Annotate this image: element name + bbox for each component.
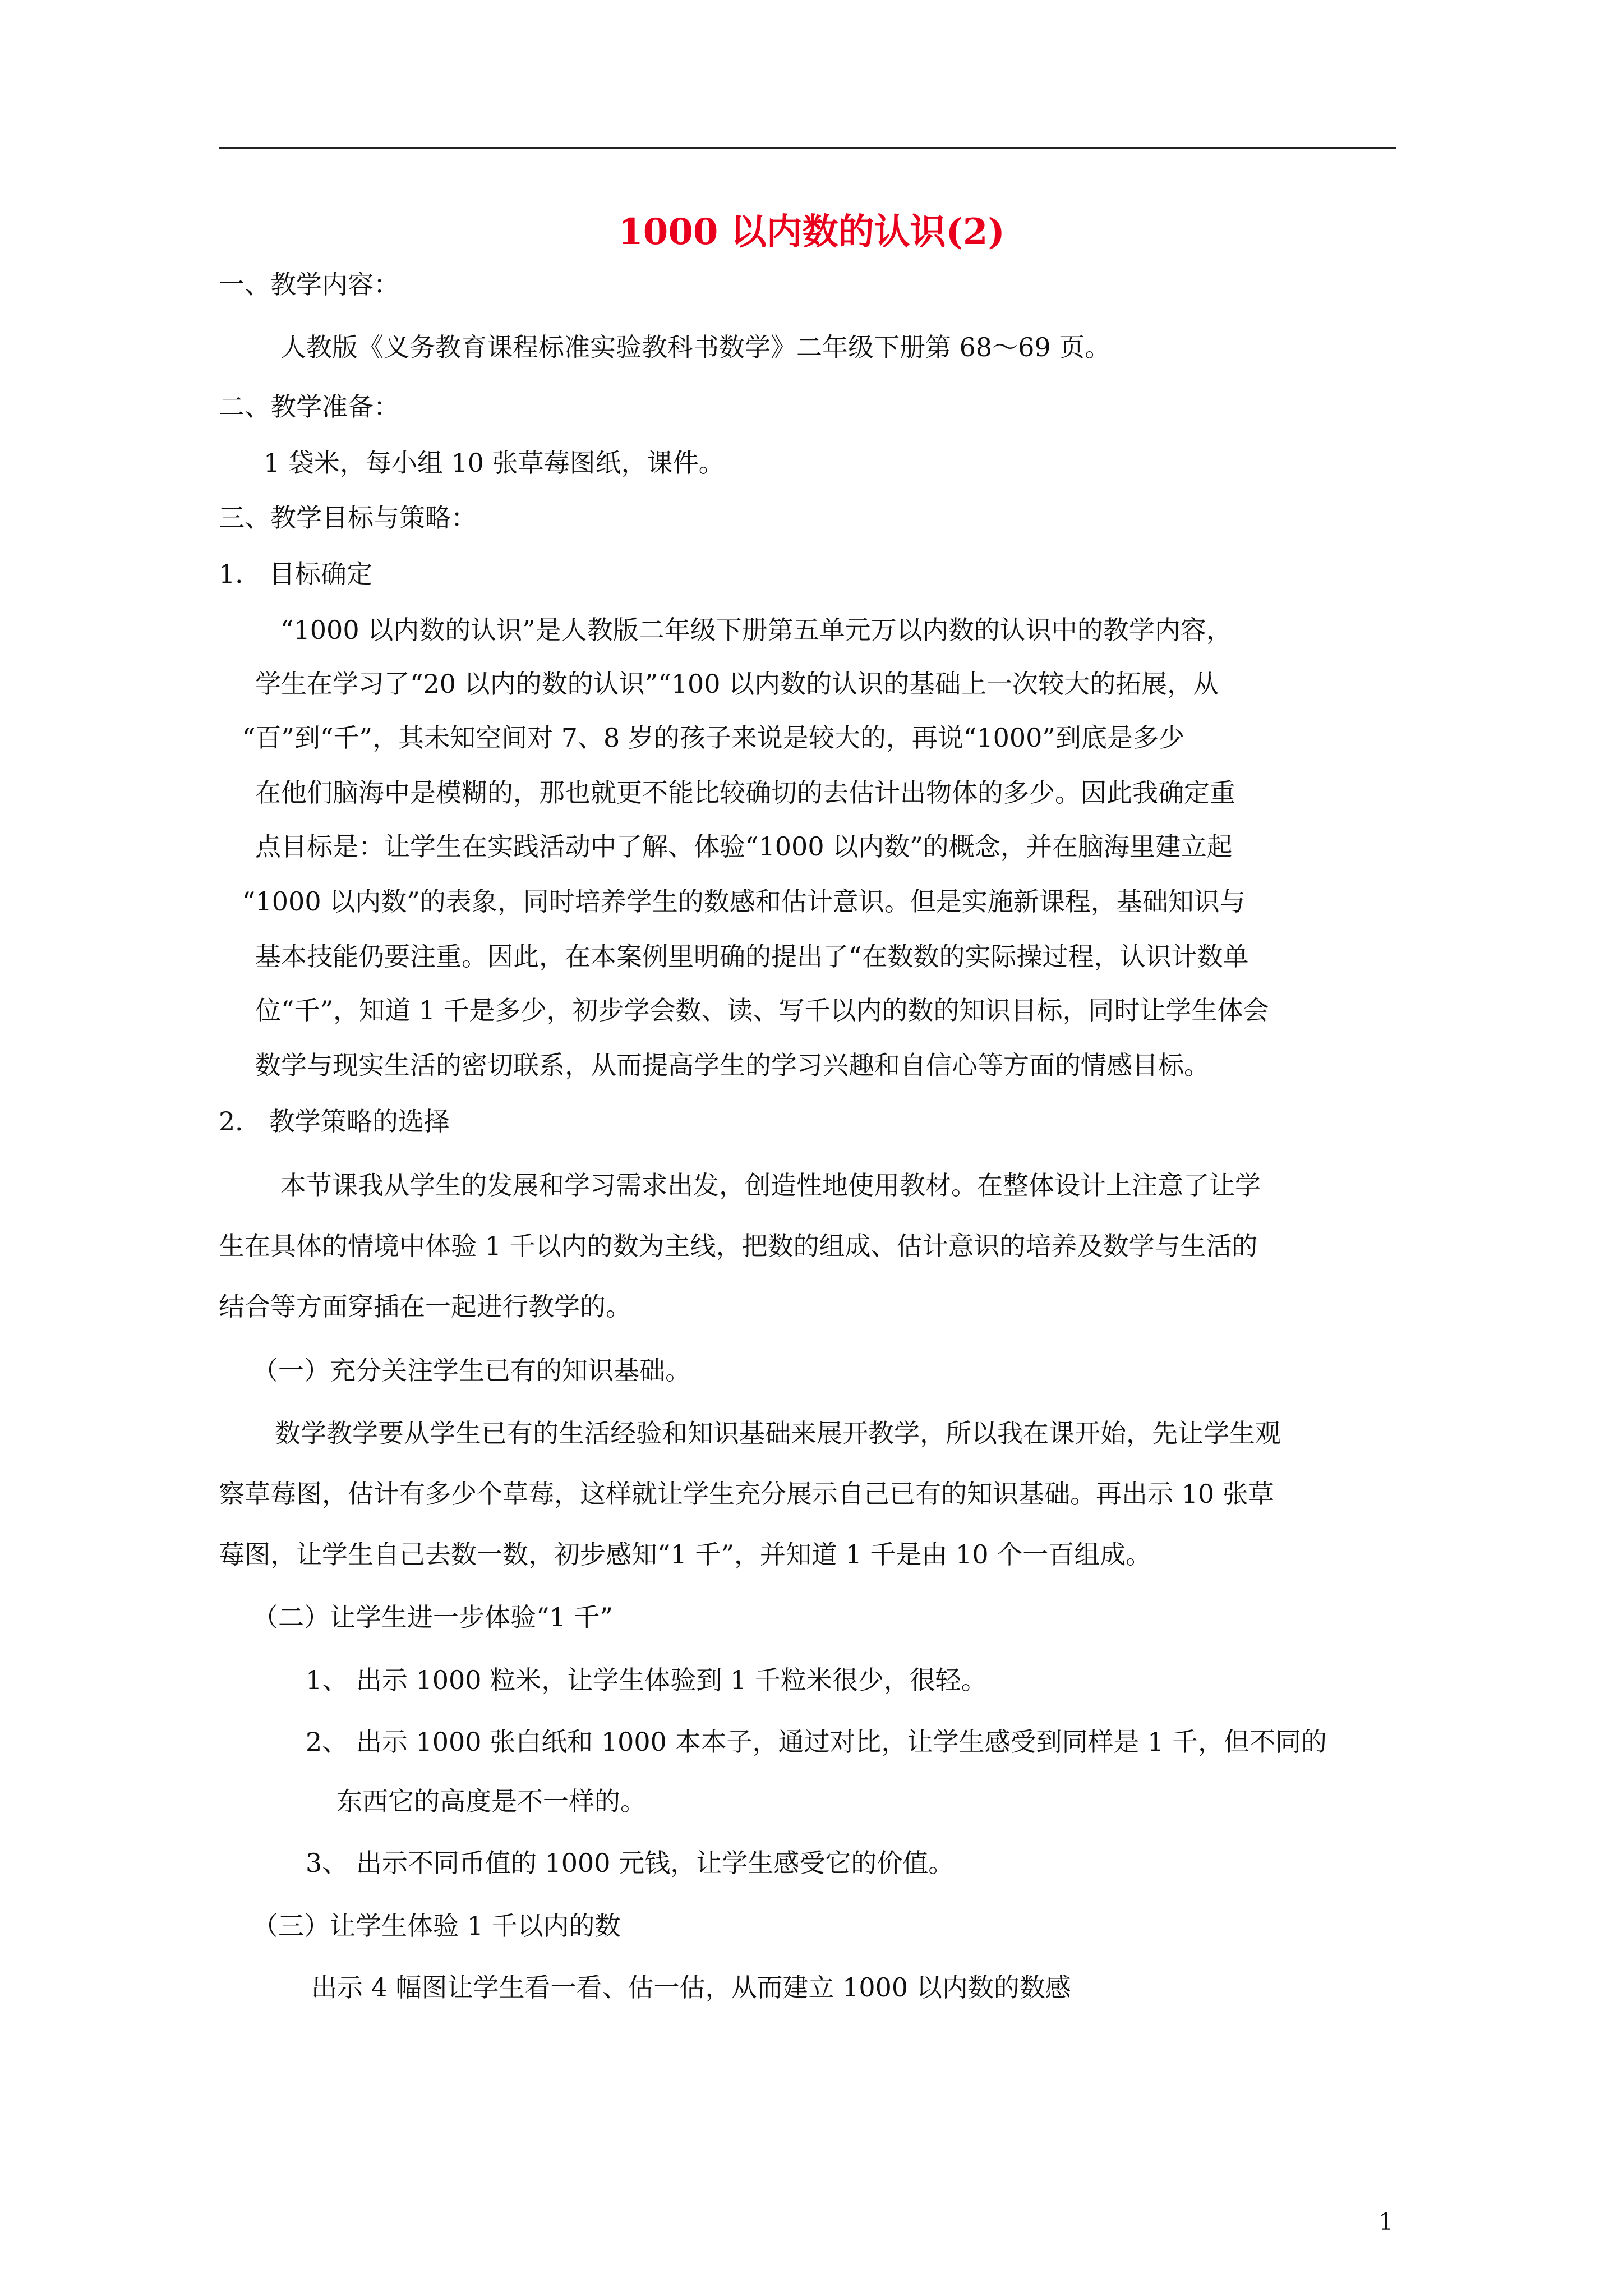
strategy-line: 生在具体的情境中体验 1 千以内的数为主线，把数的组成、估计意识的培养及数学与生活的 (219, 1231, 1258, 1261)
goal2-heading: 2． 教学策略的选择 (219, 1106, 450, 1137)
prep-text: 1 袋米，每小组 10 张草莓图纸，课件。 (264, 448, 725, 478)
goals-heading: 三、教学目标与策略： (219, 503, 477, 533)
sub2-item: 1、 出示 1000 粒米，让学生体验到 1 千粒米很少，很轻。 (306, 1665, 987, 1695)
goal1-line: “1000 以内数”的表象，同时培养学生的数感和估计意识。但是实施新课程，基础知识与 (242, 886, 1246, 917)
goal1-line: 基本技能仍要注重。因此，在本案例里明确的提出了“在数数的实际操过程，认识计数单 (255, 941, 1249, 972)
content-heading: 一、教学内容： (219, 269, 399, 300)
goal1-line: “1000 以内数的认识”是人教版二年级下册第五单元万以内数的认识中的教学内容， (280, 615, 1232, 645)
sub2-heading: （二）让学生进一步体验“1 千” (252, 1602, 613, 1632)
sub3-heading: （三）让学生体验 1 千以内的数 (252, 1911, 621, 1941)
goal1-line: 数学与现实生活的密切联系，从而提高学生的学习兴趣和自信心等方面的情感目标。 (255, 1050, 1210, 1080)
sub2-item: 3、 出示不同币值的 1000 元钱，让学生感受它的价值。 (306, 1848, 955, 1878)
content-text: 人教版《义务教育课程标准实验教科书数学》二年级下册第 68～69 页。 (280, 332, 1111, 362)
sub2-item: 东西它的高度是不一样的。 (336, 1786, 646, 1816)
goal1-line: “百”到“千”，其未知空间对 7、8 岁的孩子来说是较大的，再说“1000”到底是多少 (242, 723, 1184, 753)
goal1-line: 在他们脑海中是模糊的，那也就更不能比较确切的去估计出物体的多少。因此我确定重 (255, 777, 1235, 808)
header-rule (219, 147, 1396, 149)
goal1-line: 位“千”，知道 1 千是多少，初步学会数、读、写千以内的数的知识目标，同时让学生体会 (255, 995, 1269, 1025)
document-title: 1000 以内数的认识(2) (618, 211, 1005, 253)
sub1-line: 莓图，让学生自己去数一数，初步感知“1 千”，并知道 1 千是由 10 个一百组成。 (219, 1539, 1152, 1570)
goal1-heading: 1． 目标确定 (219, 559, 372, 589)
goal1-line: 学生在学习了“20 以内的数的认识”“100 以内数的认识的基础上一次较大的拓展，从 (255, 669, 1219, 699)
sub3-text: 出示 4 幅图让学生看一看、估一估，从而建立 1000 以内数的数感 (311, 1972, 1071, 2003)
strategy-line: 本节课我从学生的发展和学习需求出发，创造性地使用教材。在整体设计上注意了让学 (280, 1170, 1261, 1200)
sub2-item: 2、 出示 1000 张白纸和 1000 本本子，通过对比，让学生感受到同样是 1 千，但不同的 (306, 1727, 1327, 1757)
page-number: 1 (1378, 2208, 1394, 2235)
prep-heading: 二、教学准备： (219, 392, 399, 422)
sub1-line: 察草莓图，估计有多少个草莓，这样就让学生充分展示自己已有的知识基础。再出示 10 张草 (219, 1479, 1274, 1509)
goal1-line: 点目标是：让学生在实践活动中了解、体验“1000 以内数”的概念，并在脑海里建立起 (255, 831, 1233, 862)
sub1-heading: （一）充分关注学生已有的知识基础。 (252, 1355, 691, 1386)
strategy-line: 结合等方面穿插在一起进行教学的。 (219, 1291, 631, 1322)
sub1-line: 数学教学要从学生已有的生活经验和知识基础来展开教学，所以我在课开始，先让学生观 (275, 1418, 1281, 1448)
